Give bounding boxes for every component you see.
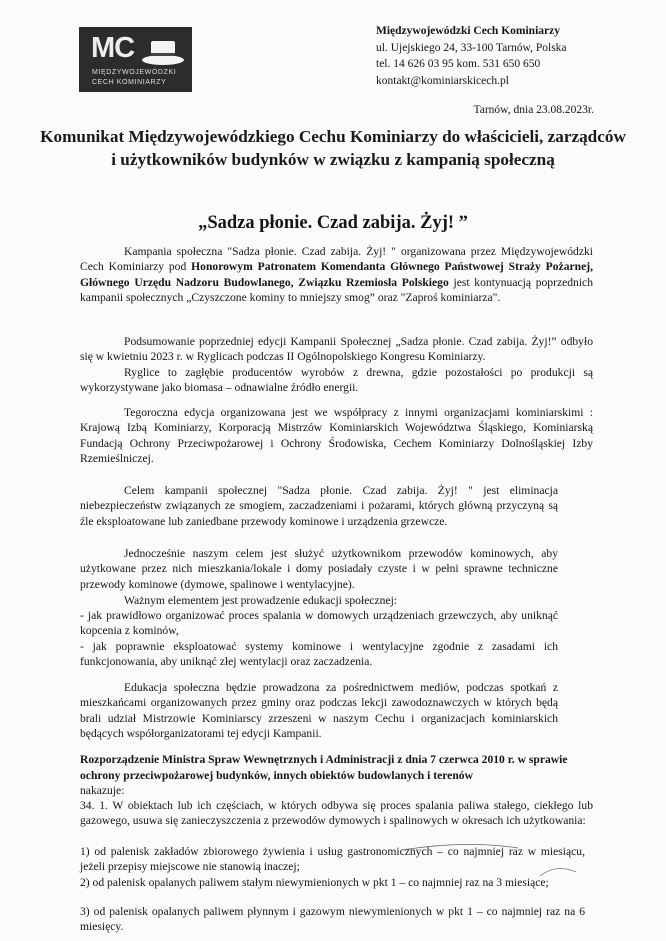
logo-line-1: MIĘDZYWOJEWÓDZKI: [92, 69, 177, 76]
document-date: Tarnów, dnia 23.08.2023r.: [473, 104, 594, 116]
top-hat-icon: [141, 36, 187, 68]
logo-line-2: CECH KOMINIARZY: [92, 79, 167, 86]
paragraph-previous-edition: Podsumowanie poprzedniej edycji Kampanii Społecznej „Sadza płonie. Czad zabija. Żyj!” odbyło się w kwietniu 2023 r. w Ryglicach podczas II Ogólnopolskiego Kongresu Kominiarzy.: [80, 335, 593, 364]
intro-patronage: Honorowym Patronatem Komendanta Głównego Państwowej Straży Pożarnej, Głównego Urzędu Nadzoru Budowlanego, Związku Rzemiosła Polskiego: [80, 260, 593, 289]
list-item-ventilation: - jak poprawnie eksploatować systemy kominowe i wentylacyjne zgodnie z zasadami ich funkcjonowania, aby uniknąć złej wentylacji oraz zaczadzenia.: [80, 640, 558, 669]
regulation-nakazuje: nakazuje:: [80, 784, 125, 797]
regulation-point-1: 1) od palenisk zakładów zbiorowego żywienia i usług gastronomicznych – co najmniej raz w miesiącu, jeżeli przepisy miejscowe nie stanowią inaczej;: [80, 845, 585, 874]
paragraph-education-intro: Ważnym elementem jest prowadzenie edukacji społecznej:: [124, 594, 398, 607]
pen-scribble-mark: [400, 838, 610, 888]
intro-text-2: jest kontynuacją poprzednich kampanii społecznych „Czyszczone kominy to mniejszy smog” oraz "Zaproś kominiarza".: [80, 275, 593, 304]
paragraph-partners: Tegoroczna edycja organizowana jest we współpracy z innymi organizacjami kominiarskimi : Krajową Izbą Kominiarzy, Korporacją Mistrzów Kominiarskich Województwa Śląskiego, Kominiarską Fundacją Ochrony Przeciwpożarowej i Ochrony Środowiska, Cechem Kominiarzy Dolnośląskiej Izby Rzemieślniczej.: [80, 406, 593, 465]
logo-initials: MC: [91, 32, 135, 64]
cech-logo: [79, 27, 192, 92]
regulation-point-2: 2) od palenisk opalanych paliwem stałym niewymienionych w pkt 1 – co najmniej raz na 3 miesiące;: [80, 876, 549, 889]
regulation-section-34: 34. 1. W obiektach lub ich częściach, w których odbywa się proces spalania paliwa stałego, ciekłego lub gazowego, usuwa się zanieczyszczenia z przewodów dymowych i spalinowych w okresach ich użytkowania:: [80, 799, 593, 828]
intro-text-1: Kampania społeczna "Sadza płonie. Czad zabija. Żyj! " organizowana przez Międzywojewódzki Cech Kominiarzy pod: [80, 245, 593, 274]
paragraph-campaign-intro: [80, 244, 593, 305]
regulation-point-3: 3) od palenisk opalanych paliwem płynnym i gazowym niewymienionych w pkt 1 – co najmniej raz na 6 miesięcy.: [80, 905, 585, 934]
sender-email: kontakt@kominiarskicech.pl: [376, 74, 509, 87]
paragraph-campaign-goal: Celem kampanii społecznej "Sadza płonie. Czad zabija. Żyj! " jest eliminacja niebezpieczeństw związanych ze smogiem, zaczadzeniami i pożarami, których główną przyczyną są źle eksploatowane lub zaniedbane przewody kominowe i urządzenia grzewcze.: [80, 484, 558, 528]
paragraph-ryglice: Ryglice to zagłębie producentów wyrobów z drewna, gdzie pozostałości po produkcji są wykorzystywane jako biomasa – odnawialne źródło energii.: [80, 366, 593, 395]
paragraph-users-goal: Jednocześnie naszym celem jest służyć użytkownikom przewodów kominowych, aby użytkowane przez nich mieszkania/lokale i domy posiadały czyste i w pełni sprawne techniczne przewody kominowe (dymowe, spalinowe i wentylacyjne).: [80, 547, 558, 591]
list-item-combustion: - jak prawidłowo organizować proces spalania w domowych urządzeniach grzewczych, aby uniknąć kopcenia z kominów,: [80, 609, 558, 638]
document-title: Komunikat Międzywojewódzkiego Cechu Kominiarzy do właścicieli, zarządców i użytkowników budynków w związku z kampanią społeczną: [40, 127, 626, 169]
sender-phone: tel. 14 626 03 95 kom. 531 650 650: [376, 58, 541, 71]
campaign-slogan: „Sadza płonie. Czad zabija. Żyj! ”: [198, 213, 468, 233]
regulation-title: Rozporządzenie Ministra Spraw Wewnętrznych i Administracji z dnia 7 czerwca 2010 r. w sprawie ochrony przeciwpożarowej budynków, innych obiektów budowlanych i terenów: [80, 753, 568, 782]
paragraph-media-education: Edukacja społeczna będzie prowadzona za pośrednictwem mediów, podczas spotkań z mieszkańcami organizowanych przez gminy oraz podczas lekcji zawodoznawczych w których będą brali udział Mistrzowie Kominiarscy zrzeszeni w naszym Cechu i organizacjach kominiarskich będących współorganizatorami tej edycji Kampanii.: [80, 681, 558, 740]
sender-address-block: [376, 23, 567, 89]
sender-name: Międzywojewódzki Cech Kominiarzy: [376, 25, 560, 37]
sender-address: ul. Ujejskiego 24, 33-100 Tarnów, Polska: [376, 41, 567, 54]
